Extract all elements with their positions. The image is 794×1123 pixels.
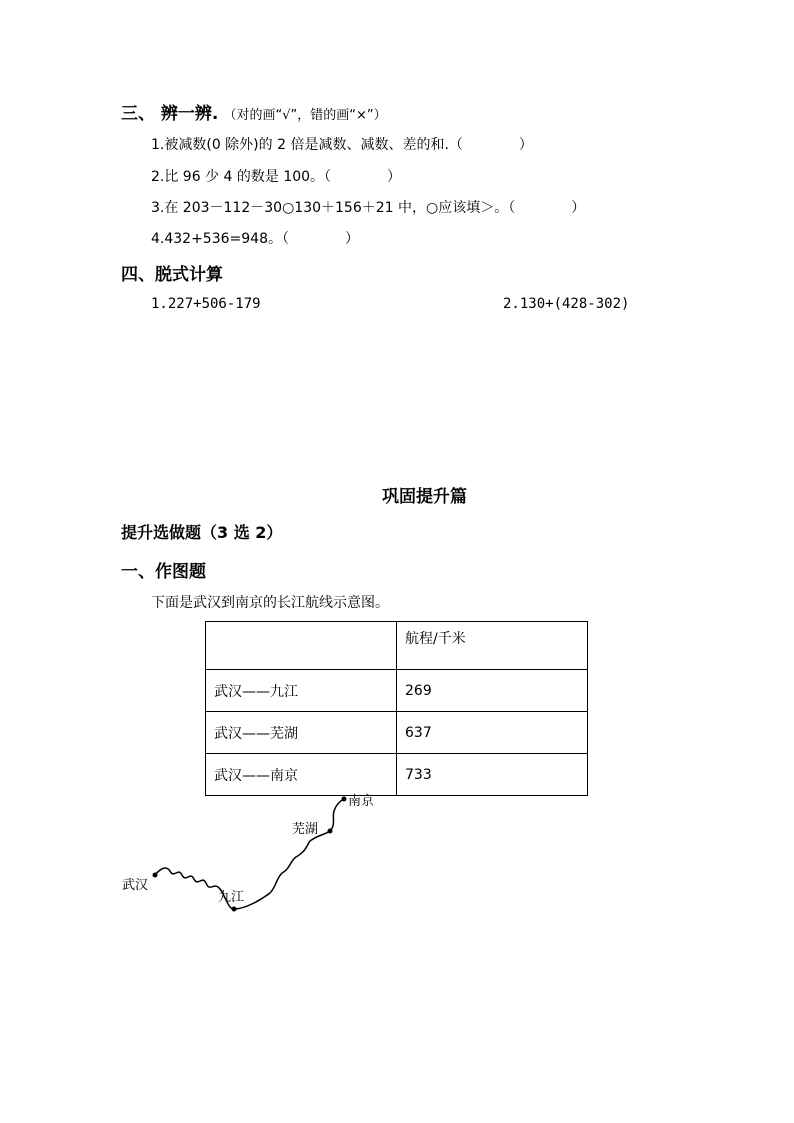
section3-header [121,99,387,124]
city-dot-wuhu [328,829,333,834]
city-dot-nanjing [342,797,347,802]
river-path [155,799,344,909]
route-cell: 武汉——南京 [206,754,397,796]
route-cell: 武汉——芜湖 [206,712,397,754]
distance-cell: 637 [397,712,588,754]
section3-note: （对的画“√”，错的画“×”） [223,108,387,123]
distance-cell: 733 [397,754,588,796]
route-cell: 武汉——九江 [206,670,397,712]
distance-table [205,621,588,796]
distance-cell: 269 [397,670,588,712]
table-header-distance: 航程/千米 [397,622,588,670]
yangtze-route-map [110,785,390,925]
section3-heading: 三、 辨一辨. [121,104,219,124]
table-header-row [206,622,588,670]
part2-title: 巩固提升篇 [382,487,467,507]
city-label-nanjing: 南京 [348,794,375,809]
judge-item-1: 1.被减数(0 除外)的 2 倍是减数、减数、差的和.（ ） [151,137,533,153]
section4-heading: 四、脱式计算 [121,265,223,285]
judge-item-4: 4.432+536=948。（ ） [151,231,359,247]
city-dot-jiujiang [232,907,237,912]
table-header-blank [206,622,397,670]
judge-item-2: 2.比 96 少 4 的数是 100。（ ） [151,169,402,185]
judge-item-3: 3.在 203－112－30○130＋156＋21 中，○应该填＞。（ ） [151,200,586,216]
section1-heading: 一、作图题 [121,562,206,582]
city-dot-wuhan [153,873,158,878]
table-row [206,712,588,754]
map-intro: 下面是武汉到南京的长江航线示意图。 [151,595,389,611]
city-label-wuhan: 武汉 [122,878,149,893]
calc-problem-2: 2.130+(428-302) [503,296,630,312]
table-row [206,670,588,712]
part2-subtitle: 提升选做题（3 选 2） [121,523,283,542]
city-label-wuhu: 芜湖 [292,822,319,837]
city-label-jiujiang: 九江 [218,890,245,905]
calc-problem-1: 1.227+506-179 [151,296,261,312]
